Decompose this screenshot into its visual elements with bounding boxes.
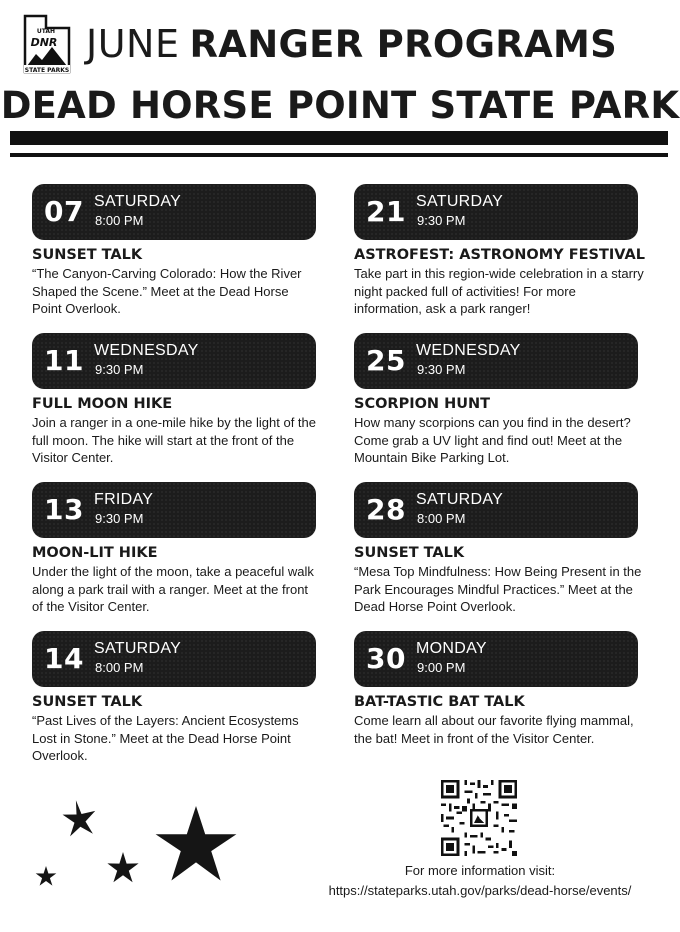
event-time: 9:30 PM (95, 362, 144, 377)
event-date-pill (32, 333, 316, 389)
month-label: JUNE (86, 22, 180, 66)
event-weekday: SATURDAY (94, 193, 182, 210)
event-weekday: SATURDAY (416, 491, 504, 508)
park-name: DEAD HORSE POINT STATE PARK (0, 84, 680, 127)
event-title: FULL MOON HIKE (32, 396, 173, 412)
event-card (354, 184, 644, 318)
event-title: SUNSET TALK (32, 247, 143, 263)
event-date-pill (354, 333, 638, 389)
program-heading: RANGER PROGRAMS (189, 23, 618, 66)
event-date-pill (32, 482, 316, 538)
event-day: 28 (366, 493, 406, 526)
event-time: 8:00 PM (95, 213, 144, 228)
event-description: Join a ranger in a one-mile hike by the light of the full moon. The hike will start at the front of the Visitor Center. (32, 415, 317, 465)
event-title: BAT-TASTIC BAT TALK (354, 694, 525, 710)
event-card (354, 333, 644, 467)
event-date-pill (354, 482, 638, 538)
utah-dnr-logo-icon (22, 14, 72, 74)
event-description: “Past Lives of the Layers: Ancient Ecosystems Lost in Stone.” Meet at the Dead Horse Point Overlook. (32, 713, 299, 763)
event-description: “The Canyon-Carving Colorado: How the River Shaped the Scene.” Meet at the Dead Horse Point Overlook. (32, 266, 302, 316)
event-weekday: WEDNESDAY (94, 342, 199, 359)
event-card (354, 482, 644, 616)
event-weekday: SATURDAY (416, 193, 504, 210)
header-divider-thin (10, 153, 668, 157)
event-description: Take part in this region-wide celebration in a starry night packed full of activities! For more information, ask a park ranger! (354, 266, 644, 316)
event-day: 21 (366, 195, 406, 228)
event-weekday: FRIDAY (94, 491, 154, 508)
event-date-pill (354, 184, 638, 240)
event-description: “Mesa Top Mindfulness: How Being Present in the Park Encourages Mindful Practices.” Meet at the Dead Horse Point Overlook. (354, 564, 642, 614)
event-card (32, 482, 316, 616)
event-time: 8:00 PM (95, 660, 144, 675)
event-weekday: SATURDAY (94, 640, 182, 657)
page-title (86, 18, 617, 70)
event-day: 14 (44, 642, 84, 675)
qr-code-icon[interactable] (441, 780, 517, 856)
event-title: SCORPION HUNT (354, 396, 491, 412)
event-title: SUNSET TALK (32, 694, 143, 710)
event-card (32, 631, 316, 765)
event-day: 30 (366, 642, 406, 675)
more-info-label: For more information visit: (404, 863, 556, 878)
event-title: SUNSET TALK (354, 545, 465, 561)
event-card (354, 631, 644, 747)
logo-text-state-parks: STATE PARKS (24, 67, 70, 74)
event-description: Come learn all about our favorite flying mammal, the bat! Meet in front of the Visitor Center. (354, 713, 634, 746)
event-time: 9:30 PM (95, 511, 144, 526)
event-card (32, 184, 316, 318)
event-card (32, 333, 316, 467)
event-time: 9:00 PM (417, 660, 466, 675)
stars-icon (24, 790, 254, 905)
event-day: 11 (44, 344, 84, 377)
event-title: ASTROFEST: ASTRONOMY FESTIVAL (354, 247, 645, 263)
event-title: MOON-LIT HIKE (32, 545, 158, 561)
event-time: 9:30 PM (417, 213, 466, 228)
event-day: 07 (44, 195, 84, 228)
logo-text-dnr: DNR (30, 36, 58, 49)
logo-text-utah: UTAH (36, 28, 56, 35)
event-weekday: WEDNESDAY (416, 342, 521, 359)
event-time: 9:30 PM (417, 362, 466, 377)
event-description: How many scorpions can you find in the desert? Come grab a UV light and find out! Meet at the Mountain Bike Parking Lot. (354, 415, 631, 465)
event-day: 25 (366, 344, 406, 377)
event-time: 8:00 PM (417, 511, 466, 526)
event-date-pill (32, 184, 316, 240)
event-weekday: MONDAY (416, 640, 487, 657)
event-description: Under the light of the moon, take a peaceful walk along a park trail with a ranger. Meet at the front of the Visitor Center. (32, 564, 314, 614)
event-date-pill (354, 631, 638, 687)
event-day: 13 (44, 493, 84, 526)
event-date-pill (32, 631, 316, 687)
header-divider-thick (10, 131, 668, 145)
more-info-link[interactable]: https://stateparks.utah.gov/parks/dead-horse/events/ (328, 883, 632, 898)
